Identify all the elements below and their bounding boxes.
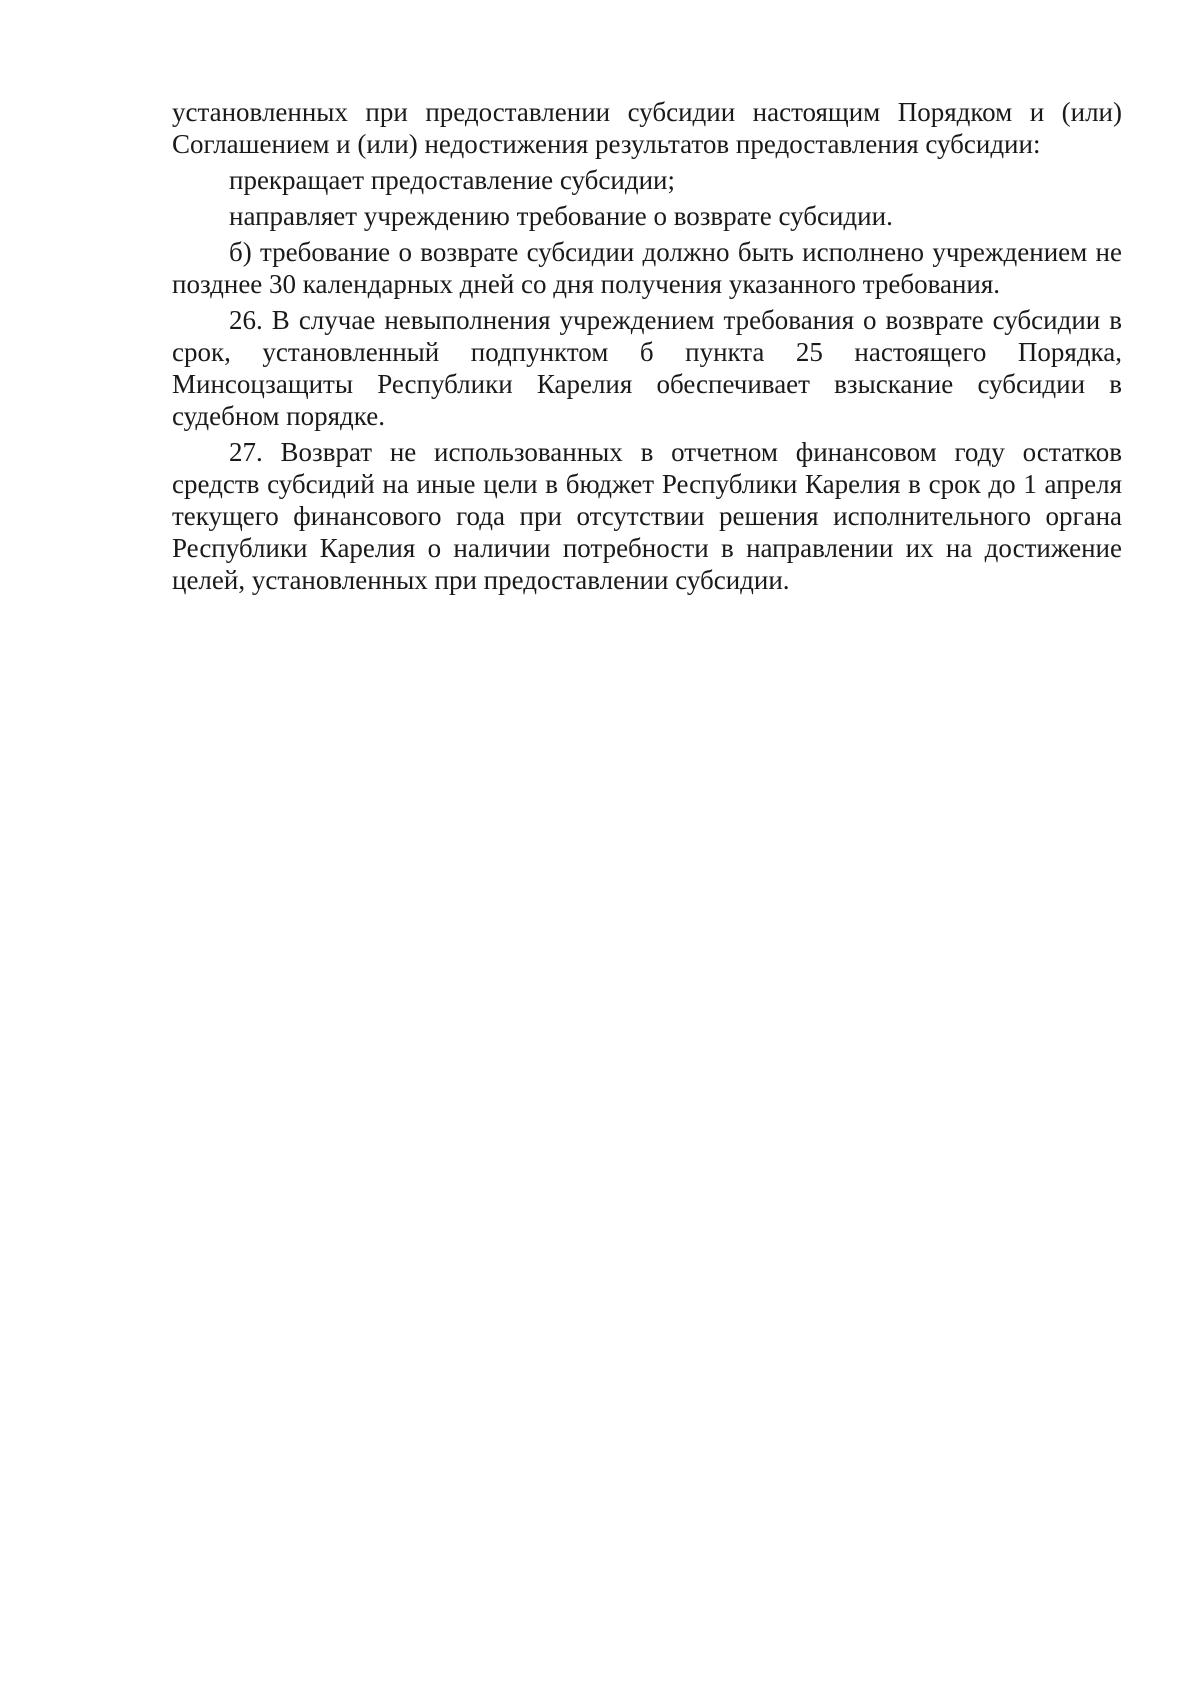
paragraph-send-demand: направляет учреждению требование о возврате субсидии. <box>229 201 893 231</box>
paragraph-continuation: установленных при предоставлении субсидии настоящим Порядком и (или) Соглашением и (или) недостижения результатов предоставления субсидии: <box>172 97 1122 159</box>
paragraph-stop-subsidy: прекращает предоставление субсидии; <box>229 165 675 195</box>
paragraph-subitem-b: б) требование о возврате субсидии должно быть исполнено учреждением не позднее 30 календарных дней со дня получения указанного требования. <box>172 237 1122 299</box>
document-body <box>172 96 1122 600</box>
paragraph-item-26: 26. В случае невыполнения учреждением требования о возврате субсидии в срок, установленный подпунктом б пункта 25 настоящего Порядка, Минсоцзащиты Республики Карелия обеспечивает взыскание субсидии в судебном порядке. <box>172 305 1122 431</box>
paragraph-item-27: 27. Возврат не использованных в отчетном финансовом году остатков средств субсидий на иные цели в бюджет Республики Карелия в срок до 1 апреля текущего финансового года при отсутствии решения исполнительного органа Республики Карелия о наличии потребности в направлении их на достижение целей, установленных при предоставлении субсидии. <box>172 437 1122 595</box>
